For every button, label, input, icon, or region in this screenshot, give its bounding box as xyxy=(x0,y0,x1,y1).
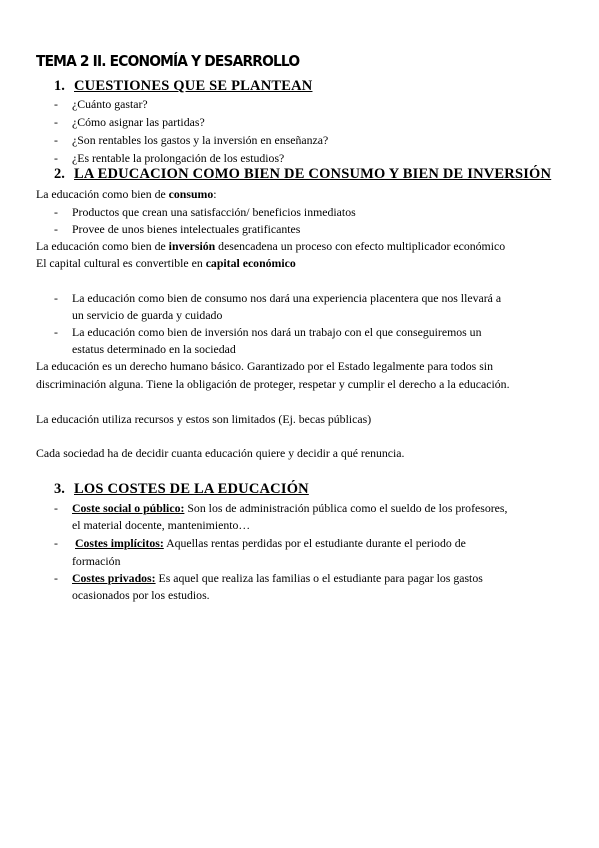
section-number: 1. xyxy=(54,78,65,94)
section-title: LA EDUCACION COMO BIEN DE CONSUMO Y BIEN DE INVERSIÓN xyxy=(74,166,552,182)
bold-term: consumo xyxy=(168,187,214,201)
cost-item-private xyxy=(72,571,483,585)
list-dash: - xyxy=(54,97,58,111)
section-title: LOS COSTES DE LA EDUCACIÓN xyxy=(74,481,309,497)
list-item-line: ocasionados por los estudios. xyxy=(72,588,210,602)
list-item: Provee de unos bienes intelectuales gratificantes xyxy=(72,222,301,236)
paragraph-line: La educación es un derecho humano básico. Garantizado por el Estado legalmente para todos sin xyxy=(36,359,493,373)
paragraph-line: Cada sociedad ha de decidir cuanta educación quiere y decidir a qué renuncia. xyxy=(36,446,405,460)
list-item-line: el material docente, mantenimiento… xyxy=(72,518,251,532)
section-title: CUESTIONES QUE SE PLANTEAN xyxy=(74,78,313,94)
section-number: 2. xyxy=(54,166,65,182)
list-item-line: formación xyxy=(72,554,121,568)
text: : xyxy=(213,187,217,201)
bold-term: inversión xyxy=(168,239,216,253)
list-item: Productos que crean una satisfacción/ beneficios inmediatos xyxy=(72,205,356,219)
cost-item-social xyxy=(72,501,507,515)
list-dash: - xyxy=(54,501,58,515)
list-dash: - xyxy=(54,291,58,305)
list-dash: - xyxy=(54,205,58,219)
list-dash: - xyxy=(54,115,58,129)
cost-item-implicit xyxy=(75,536,466,550)
paragraph-line: discriminación alguna. Tiene la obligación de proteger, respetar y cumplir el derecho a la educación. xyxy=(36,377,510,391)
list-item-line: La educación como bien de consumo nos dará una experiencia placentera que nos llevará a xyxy=(72,291,502,305)
text: Son los de administración pública como el sueldo de los profesores, xyxy=(184,501,508,515)
list-dash: - xyxy=(54,151,58,165)
paragraph-line: La educación utiliza recursos y estos son limitados (Ej. becas públicas) xyxy=(36,412,372,426)
section-3-heading xyxy=(54,481,309,498)
text: Es aquel que realiza las familias o el estudiante para pagar los gastos xyxy=(155,571,483,585)
consumo-paragraph xyxy=(36,187,217,201)
list-dash: - xyxy=(54,536,58,550)
inversion-paragraph xyxy=(36,239,505,253)
list-item: ¿Cuánto gastar? xyxy=(72,97,148,111)
cost-label: Costes privados: xyxy=(72,571,156,585)
text: La educación como bien de xyxy=(36,187,169,201)
text: La educación como bien de xyxy=(36,239,169,253)
capital-paragraph xyxy=(36,256,296,270)
text: desencadena un proceso con efecto multiplicador económico xyxy=(215,239,506,253)
text: Aquellas rentas perdidas por el estudiante durante el periodo de xyxy=(163,536,466,550)
list-item-line: La educación como bien de inversión nos dará un trabajo con el que conseguiremos un xyxy=(72,325,482,339)
list-dash: - xyxy=(54,325,58,339)
list-dash: - xyxy=(54,571,58,585)
list-item-line: estatus determinado en la sociedad xyxy=(72,342,236,356)
text: El capital cultural es convertible en xyxy=(36,256,206,270)
page-title: TEMA 2 II. ECONOMÍA Y DESARROLLO xyxy=(36,52,300,70)
list-dash: - xyxy=(54,222,58,236)
list-item-line: un servicio de guarda y cuidado xyxy=(72,308,223,322)
section-2-heading xyxy=(54,166,551,183)
list-dash: - xyxy=(54,133,58,147)
section-number: 3. xyxy=(54,481,65,497)
list-item: ¿Cómo asignar las partidas? xyxy=(72,115,205,129)
bold-term: capital económico xyxy=(205,256,296,270)
list-item: ¿Es rentable la prolongación de los estudios? xyxy=(72,151,285,165)
cost-label: Coste social o público: xyxy=(72,501,185,515)
cost-label: Costes implícitos: xyxy=(75,536,164,550)
section-1-heading xyxy=(54,78,312,95)
list-item: ¿Son rentables los gastos y la inversión en enseñanza? xyxy=(72,133,329,147)
